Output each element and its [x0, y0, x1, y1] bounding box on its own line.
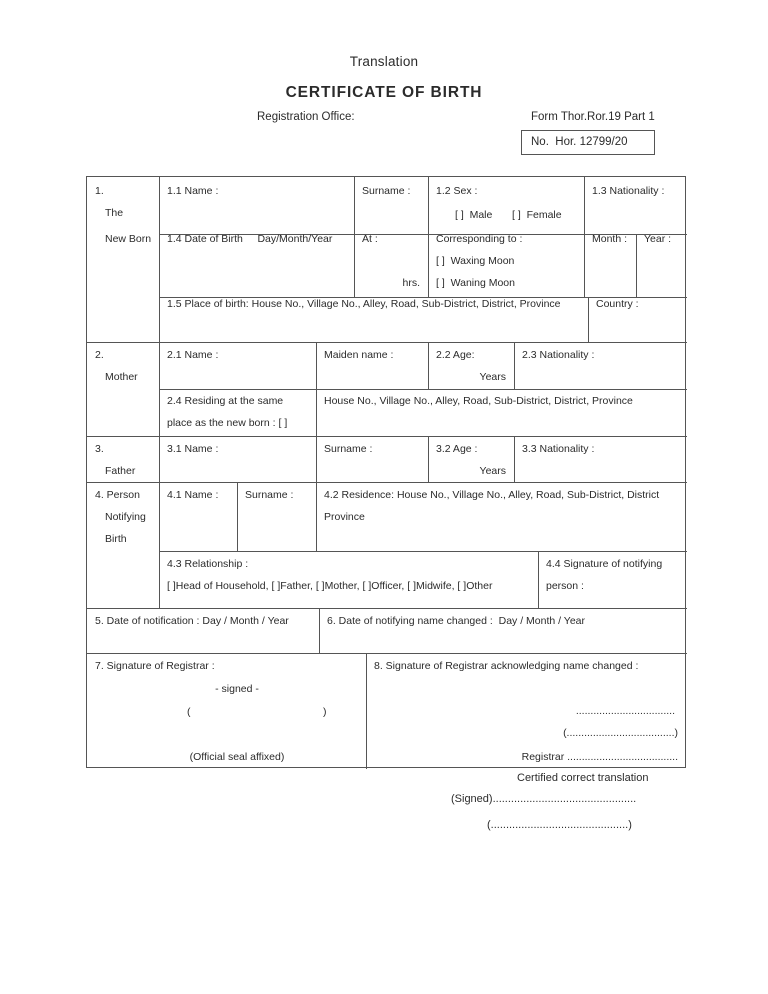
- section-newborn-label-line2: New Born: [105, 233, 152, 245]
- mother-age-label: 2.2 Age:: [436, 349, 475, 361]
- newborn-country-label: Country :: [596, 298, 639, 310]
- father-name-label: 3.1 Name :: [167, 443, 219, 455]
- notifier-relationship-label: 4.3 Relationship :: [167, 558, 249, 570]
- form-number-label: Form Thor.Ror.19 Part 1: [531, 111, 655, 123]
- rule-father-label-col: [159, 436, 160, 482]
- section-notifier-label-line3: Birth: [105, 533, 127, 545]
- rule-mother-label-col: [159, 342, 160, 436]
- mother-nationality-label: 2.3 Nationality :: [522, 349, 595, 361]
- page-title: CERTIFICATE OF BIRTH: [285, 84, 483, 101]
- newborn-at-label: At :: [362, 233, 378, 245]
- certified-translation-label: Certified correct translation: [517, 772, 649, 784]
- mother-maiden-name-label: Maiden name :: [324, 349, 394, 361]
- rule-notifier-name-surname: [237, 482, 238, 551]
- section-mother-label: Mother: [105, 371, 138, 383]
- newborn-dob-label: 1.4 Date of Birth Day/Month/Year: [167, 233, 333, 245]
- newborn-hrs-label: hrs.: [402, 277, 420, 289]
- registrar-signed-mark: - signed -: [215, 683, 259, 695]
- mother-residing-checkbox[interactable]: place as the new born : [ ]: [167, 417, 288, 429]
- mother-address-label: House No., Village No., Alley, Road, Sub-District, District, Province: [324, 395, 633, 407]
- newborn-waxing-moon-checkbox[interactable]: [ ] Waxing Moon: [436, 255, 515, 267]
- registrar-open-paren: (: [187, 706, 191, 718]
- notifier-relationship-options[interactable]: [ ]Head of Household, [ ]Father, [ ]Mother, [ ]Officer, [ ]Midwife, [ ]Other: [167, 580, 493, 592]
- newborn-place-of-birth-label: 1.5 Place of birth: House No., Village No., Alley, Road, Sub-District, District, Province: [167, 298, 561, 310]
- section-notifier-label-line2: Notifying: [105, 511, 146, 523]
- registrar-namechange-signature-title: 8. Signature of Registrar acknowledging name changed :: [374, 660, 639, 672]
- rule-father-name-surname: [316, 436, 317, 482]
- rule-father-section-bottom: [87, 482, 687, 483]
- rule-placeofbirth-country: [588, 297, 589, 342]
- rule-relationship-signature: [538, 551, 539, 608]
- newborn-month-label: Month :: [592, 233, 628, 245]
- newborn-sex-male-checkbox[interactable]: [ ] Male: [455, 209, 493, 221]
- rule-dates-row-bottom: [87, 653, 687, 654]
- mother-residing-label-line1: 2.4 Residing at the same: [167, 395, 284, 407]
- document-number-box: [521, 130, 655, 155]
- section-father-label: Father: [105, 465, 136, 477]
- rule-notifier-section-bottom: [87, 608, 687, 609]
- rule-notifier-label-col: [159, 482, 160, 608]
- registrar-signature-title: 7. Signature of Registrar :: [95, 660, 215, 672]
- name-changed-date-label: 6. Date of notifying name changed : Day / Month / Year: [327, 615, 585, 627]
- father-nationality-label: 3.3 Nationality :: [522, 443, 595, 455]
- rule-newborn-corresponding-month: [584, 234, 585, 297]
- notifier-signature-label-line1: 4.4 Signature of notifying: [546, 558, 663, 570]
- rule-newborn-surname-sex: [428, 177, 429, 234]
- notifier-residence-label-line2: Province: [324, 511, 365, 523]
- rule-notifier-row1-bottom: [159, 551, 687, 552]
- registrar-namechange-registrar-line: Registrar ......................................: [521, 751, 678, 763]
- notifier-surname-label: Surname :: [245, 489, 294, 501]
- registrar-official-seal-note: (Official seal affixed): [189, 751, 285, 763]
- rule-mother-section-bottom: [87, 436, 687, 437]
- section-father-index: 3.: [95, 443, 104, 455]
- newborn-waning-moon-checkbox[interactable]: [ ] Waning Moon: [436, 277, 515, 289]
- mother-age-units: Years: [479, 371, 506, 383]
- notifier-residence-label-line1: 4.2 Residence: House No., Village No., Alley, Road, Sub-District, District: [324, 489, 660, 501]
- rule-mother-row1-bottom: [159, 389, 687, 390]
- registrar-close-paren: ): [323, 706, 327, 718]
- newborn-nationality-label: 1.3 Nationality :: [592, 185, 665, 197]
- rule-notifier-surname-residence: [316, 482, 317, 551]
- rule-newborn-name-surname: [354, 177, 355, 234]
- section-notifier-index: 4. Person: [95, 489, 140, 501]
- notification-date-label: 5. Date of notification : Day / Month / Year: [95, 615, 289, 627]
- mother-name-label: 2.1 Name :: [167, 349, 219, 361]
- rule-mother-name-maiden: [316, 342, 317, 389]
- newborn-sex-female-checkbox[interactable]: [ ] Female: [512, 209, 562, 221]
- newborn-corresponding-label: Corresponding to :: [436, 233, 523, 245]
- rule-registrar-signatures: [366, 653, 367, 769]
- rule-notificationdate-namechangedate: [319, 608, 320, 653]
- newborn-sex-label: 1.2 Sex :: [436, 185, 478, 197]
- rule-father-age-nationality: [514, 436, 515, 482]
- birth-certificate-table: [86, 176, 686, 768]
- footer-signed-line: (Signed)...............................................: [451, 793, 637, 805]
- father-age-units: Years: [479, 465, 506, 477]
- rule-mother-age-nationality: [514, 342, 515, 389]
- section-newborn-label-line1: The: [105, 207, 124, 219]
- newborn-year-label: Year :: [644, 233, 672, 245]
- rule-mother-residing-address: [316, 389, 317, 436]
- registrar-namechange-dots-line: ..................................: [575, 705, 675, 717]
- father-age-label: 3.2 Age :: [436, 443, 478, 455]
- section-mother-index: 2.: [95, 349, 104, 361]
- rule-newborn-month-year: [636, 234, 637, 297]
- rule-newborn-label-col: [159, 177, 160, 342]
- newborn-name-label: 1.1 Name :: [167, 185, 219, 197]
- section-newborn-index: 1.: [95, 185, 104, 197]
- registrar-namechange-paren-line: (.....................................): [563, 727, 678, 739]
- rule-newborn-at-corresponding: [428, 234, 429, 297]
- notifier-name-label: 4.1 Name :: [167, 489, 219, 501]
- registration-office-label: Registration Office:: [257, 111, 355, 123]
- rule-newborn-sex-nationality: [584, 177, 585, 234]
- father-surname-label: Surname :: [324, 443, 373, 455]
- translation-label: Translation: [349, 54, 419, 69]
- newborn-surname-label: Surname :: [362, 185, 411, 197]
- document-number-value: No. Hor. 12799/20: [531, 136, 628, 148]
- rule-newborn-section-bottom: [87, 342, 687, 343]
- footer-paren-line: (.............................................): [487, 819, 632, 831]
- notifier-signature-label-line2: person :: [546, 580, 584, 592]
